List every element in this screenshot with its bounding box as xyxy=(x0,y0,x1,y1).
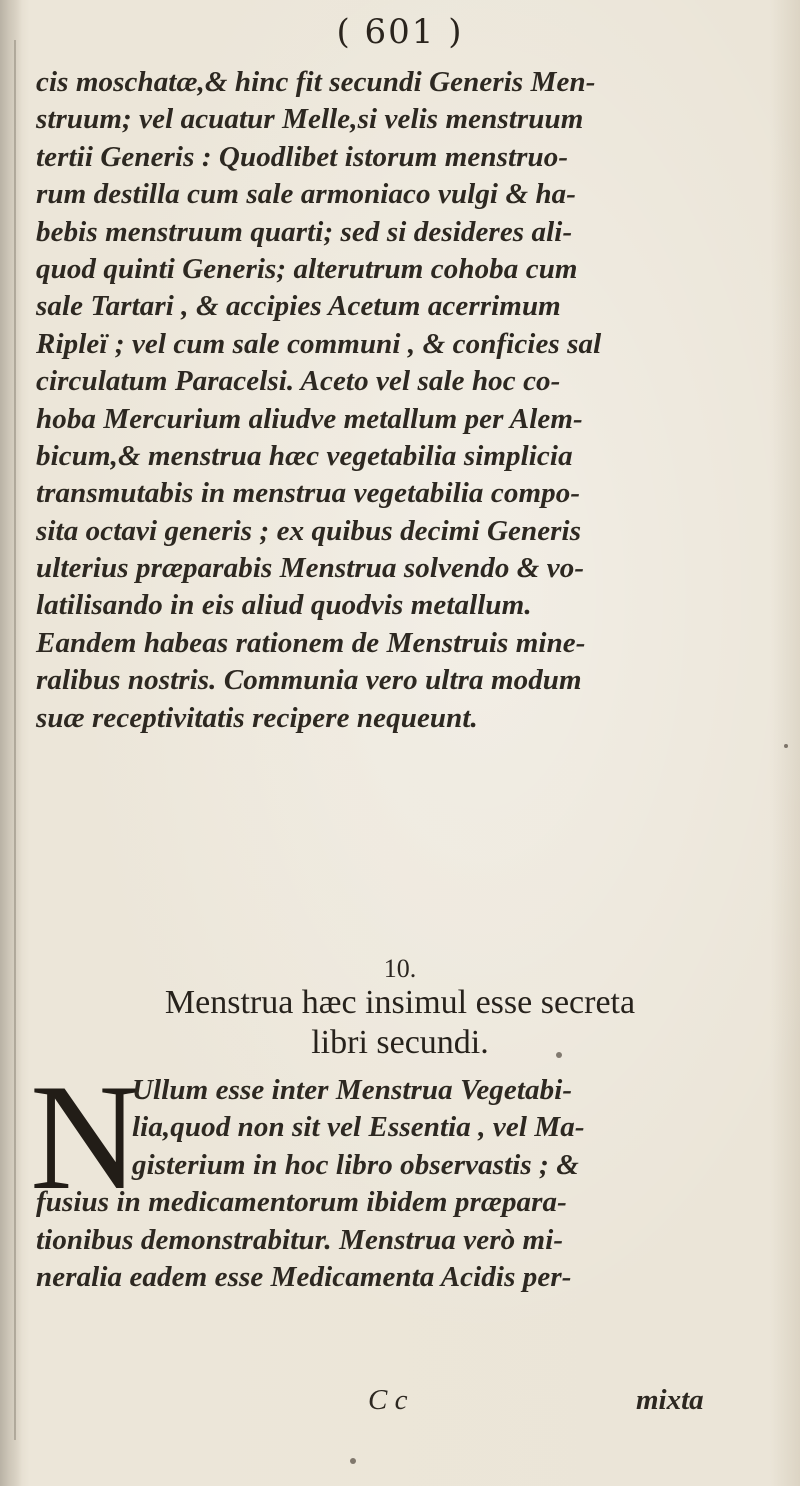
section-heading-line-1: Menstrua hæc insimul esse secreta xyxy=(164,984,636,1021)
paragraph-line: fusius in medicamentorum ibidem præpara- xyxy=(36,1186,567,1219)
text-line: suæ receptivitatis recipere nequeunt. xyxy=(36,701,478,734)
section-paragraph xyxy=(36,1072,776,1296)
text-line: hoba Mercurium aliudve metallum per Alem- xyxy=(36,402,583,435)
text-line: ralibus nostris. Communia vero ultra modum xyxy=(36,664,582,697)
ink-speck xyxy=(784,744,788,748)
text-line: Eandem habeas rationem de Menstruis mine- xyxy=(36,626,586,659)
text-line: ulterius præparabis Menstrua solvendo & vo- xyxy=(36,552,585,585)
ink-speck xyxy=(350,1458,356,1464)
page-gutter-shadow xyxy=(0,0,22,1486)
text-line: quod quinti Generis; alterutrum cohoba cum xyxy=(36,252,578,285)
text-line: Ripleï ; vel cum sale communi , & conficies sal xyxy=(36,327,602,360)
paragraph-line: Ullum esse inter Menstrua Vegetabi- xyxy=(132,1074,573,1106)
text-line: bicum,& menstrua hæc vegetabilia simplicia xyxy=(36,439,573,472)
text-line: struum; vel acuatur Melle,si velis menstruum xyxy=(36,103,584,136)
text-line: latilisando in eis aliud quodvis metallum. xyxy=(36,589,532,622)
section-number: 10. xyxy=(383,954,417,983)
gutter-binding-line xyxy=(14,40,16,1440)
text-line: bebis menstruum quarti; sed si desideres ali- xyxy=(36,215,573,248)
catchword: mixta xyxy=(636,1384,704,1416)
text-line: sale Tartari , & accipies Acetum acerrimum xyxy=(36,290,561,323)
drop-cap-initial: N xyxy=(30,1053,140,1221)
text-line: cis moschatæ,& hinc fit secundi Generis Men- xyxy=(36,66,596,98)
main-text-block xyxy=(36,64,776,737)
text-line: circulatum Paracelsi. Aceto vel sale hoc co- xyxy=(36,365,561,398)
text-line: transmutabis in menstrua vegetabilia compo- xyxy=(36,477,581,510)
text-line: tertii Generis : Quodlibet istorum menstruo- xyxy=(36,140,569,173)
paragraph-line: lia,quod non sit vel Essentia , vel Ma- xyxy=(132,1111,585,1144)
paragraph-line: neralia eadem esse Medicamenta Acidis per- xyxy=(36,1260,572,1293)
text-line: sita octavi generis ; ex quibus decimi Generis xyxy=(36,514,582,547)
paragraph-line: tionibus demonstrabitur. Menstrua verò mi- xyxy=(36,1223,564,1256)
ink-speck xyxy=(556,1052,562,1058)
section-heading-line-2: libri secundi. xyxy=(311,1024,489,1061)
signature-mark: C c xyxy=(368,1384,408,1416)
page-number: ( 601 ) xyxy=(336,12,464,52)
text-line: rum destilla cum sale armoniaco vulgi & ha- xyxy=(36,178,577,211)
paragraph-line: gisterium in hoc libro observastis ; & xyxy=(132,1148,579,1181)
